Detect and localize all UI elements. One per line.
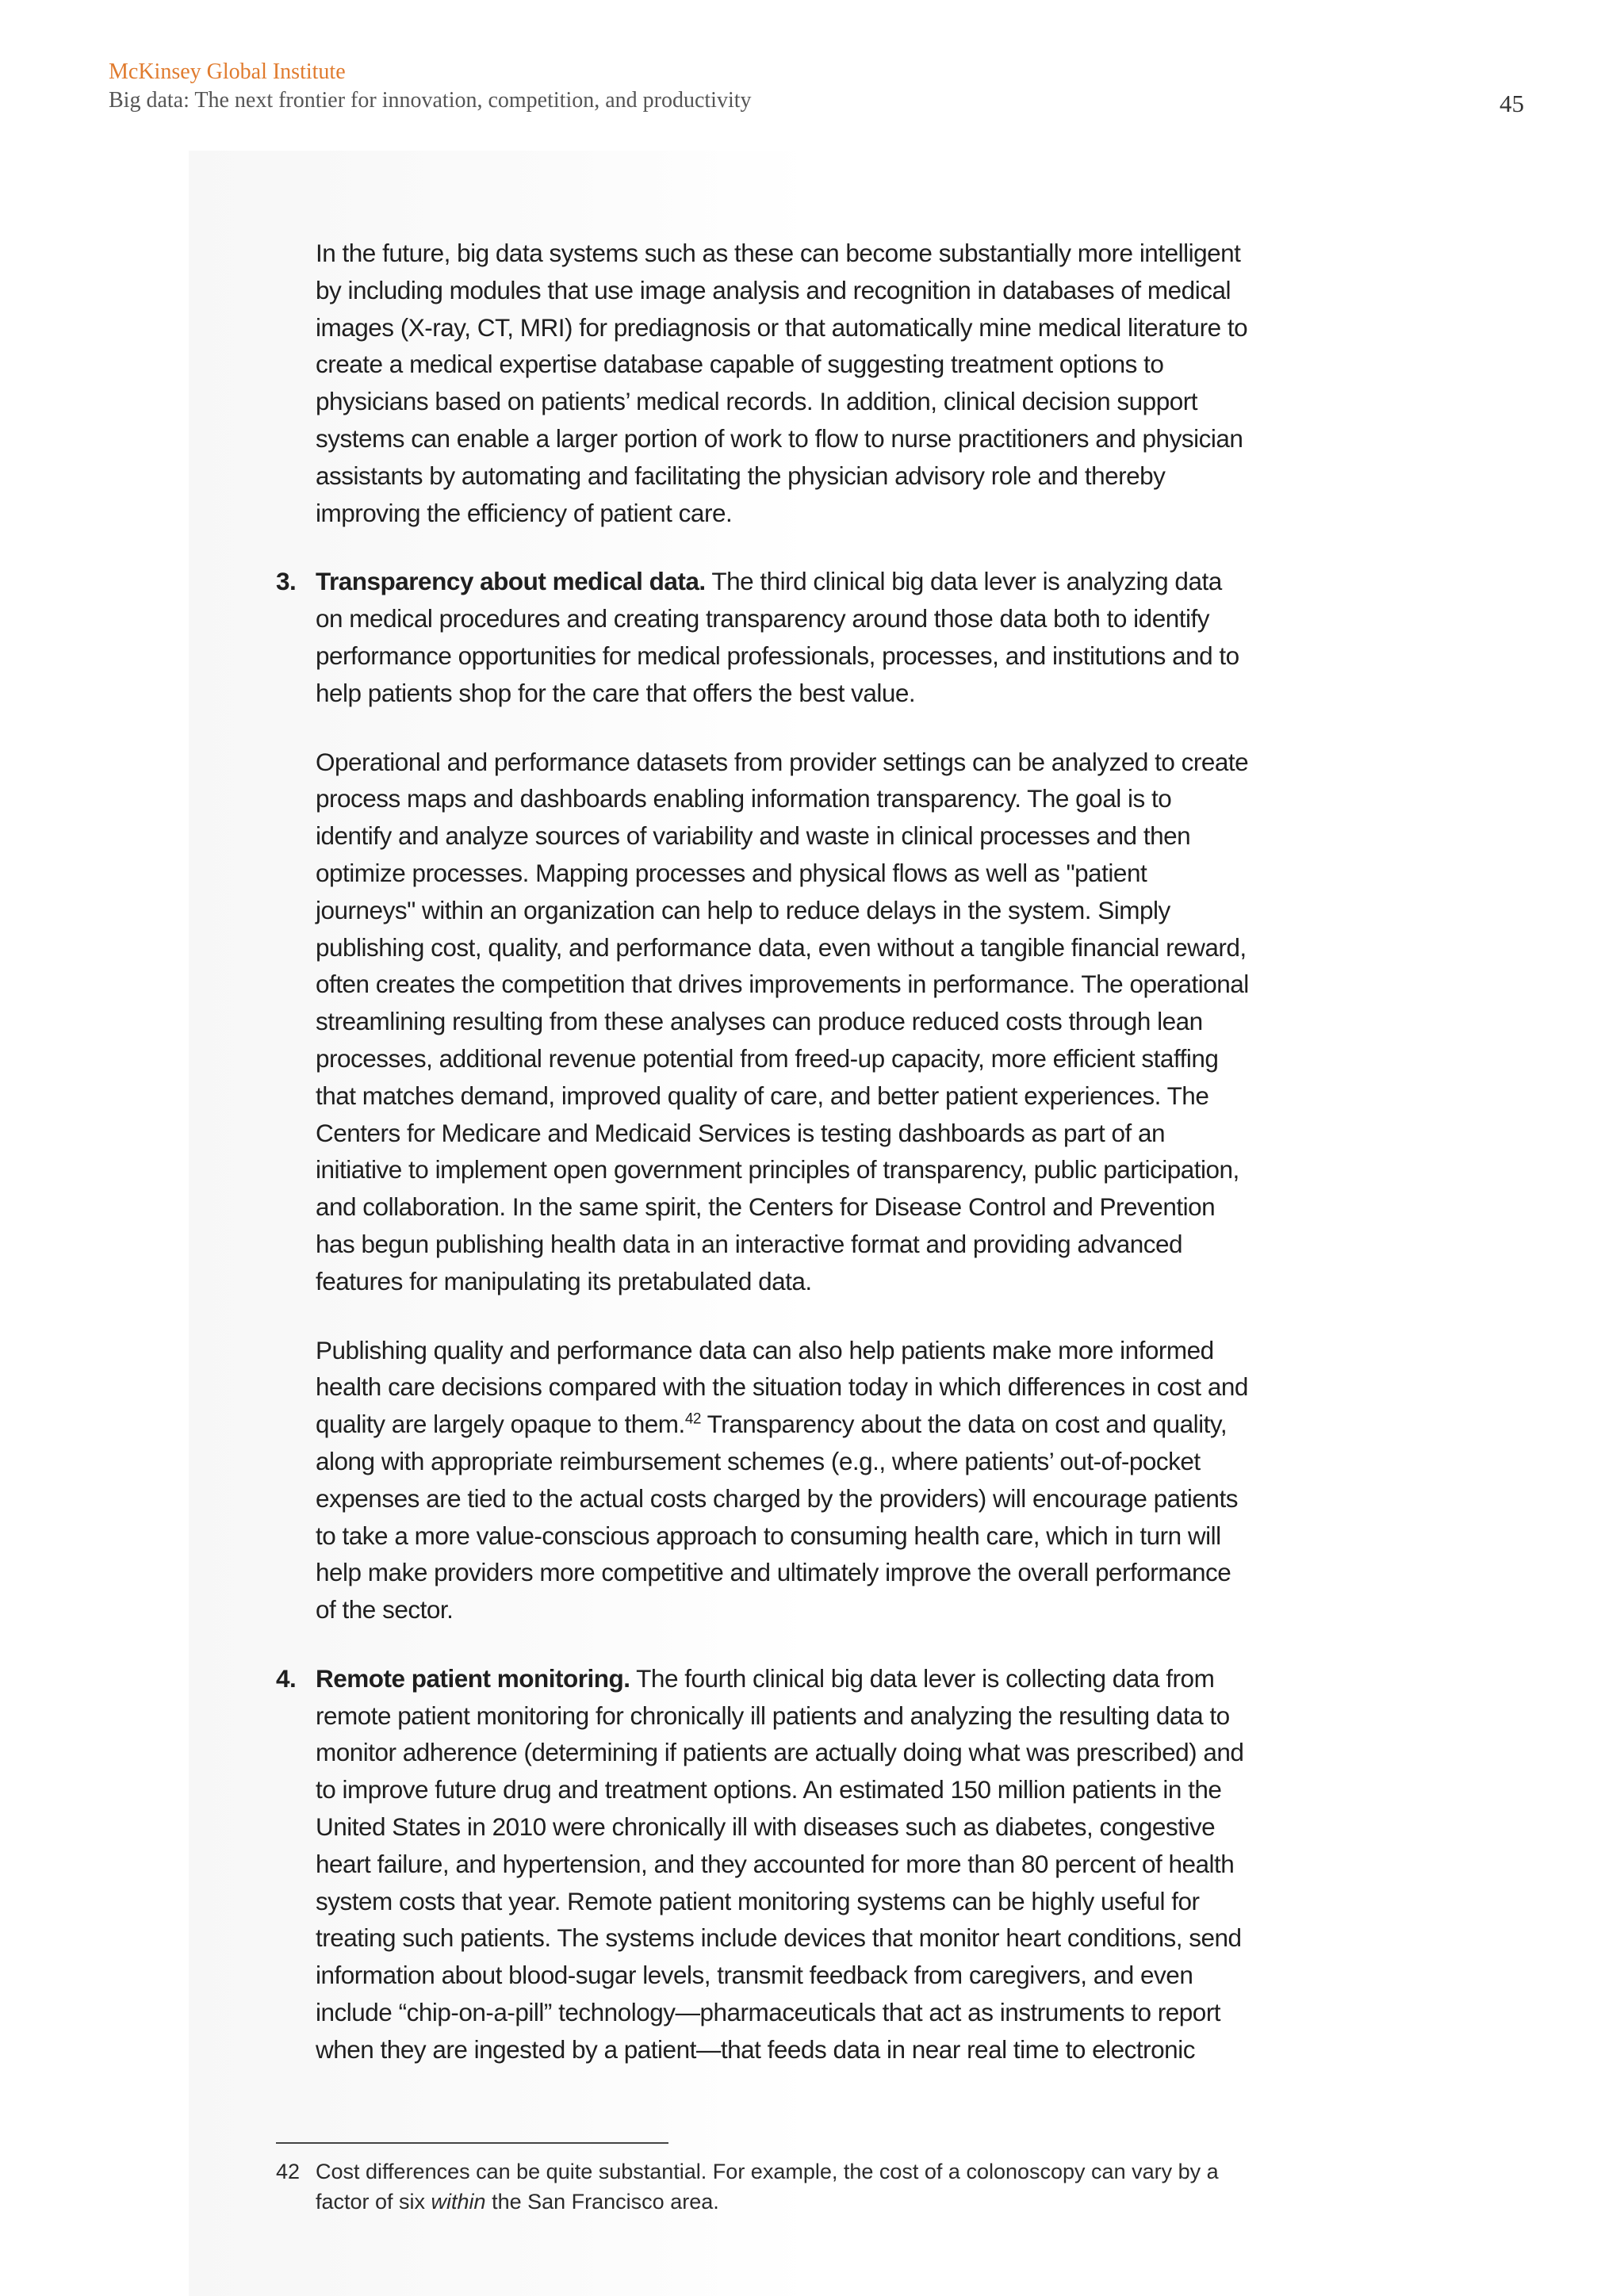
footnote-emphasis: within [431,2190,486,2214]
publisher-name: McKinsey Global Institute [109,59,346,84]
paragraph-text: Transparency about the data on cost and quality, along with appropriate reimbursement schemes (e.g., where patients’ out-of-pocket expenses are tied to the actual costs charged by the providers) will encourage patients to take a more value-conscious approach to consuming health care, which in turn will help make providers more competitive and ultimately improve the overall performance of the sector. [316,1410,1238,1624]
paragraph-text: Publishing quality and performance data can also help patients make more informed health care decisions compared with the situation today in which differences in cost and quality are largely opaque to them. [316,1335,1248,1439]
footnote-text-part: the San Francisco area. [485,2190,719,2214]
paragraph-operational-datasets: Operational and performance datasets from provider settings can be analyzed to create process maps and dashboards enabling information transparency. The goal is to identify and analyze sources of variability and waste in clinical processes and then optimize processes. Mapping processes and physical flows as well as "patient journeys" within an organization can help to reduce delays in the system. Simply publishing cost, quality, and performance data, even without a tangible financial reward, often creates the competition that drives improvements in performance. The operational streamlining resulting from these analyses can produce reduced costs through lean processes, additional revenue potential from freed-up capacity, more efficient staffing that matches demand, improved quality of care, and better patient experiences. The Centers for Medicare and Medicaid Services is testing dashboards as part of an initiative to implement open government principles of transparency, public participation, and collaboration. In the same spirit, the Centers for Disease Control and Prevention has begun publishing health data in an interactive format and providing advanced features for manipulating its pretabulated data. [316,747,1249,1295]
footnote-text [316,2156,1267,2217]
paragraph-publishing-quality [316,1332,1251,1628]
footnote-number: 42 [276,2160,301,2183]
list-item-number: 3. [276,567,297,596]
list-item-title: Remote patient monitoring. [316,1663,630,1693]
list-item-remote-monitoring [276,1660,1251,2068]
footnote [276,2156,1267,2217]
report-title: Big data: The next frontier for innovation, competition, and productivity [109,88,752,113]
footnote-text-part: Cost differences can be quite substantial. For example, the cost of a colonoscopy can vary by a factor of six [316,2160,1219,2214]
list-item-number: 4. [276,1663,297,1693]
footnote-divider [276,2142,668,2144]
paragraph-future-systems: In the future, big data systems such as these can become substantially more intelligent by including modules that use image analysis and recognition in databases of medical images (X-ray, CT, MRI) for prediagnosis or that automatically mine medical literature to create a medical expertise database capable of suggesting treatment options to physicians based on patients’ medical records. In addition, clinical decision support systems can enable a larger portion of work to flow to nurse practitioners and physician assistants by automating and facilitating the physician advisory role and thereby improving the efficiency of patient care. [316,239,1248,527]
footnote-reference[interactable]: 42 [684,1410,701,1428]
page-number: 45 [1500,90,1524,117]
list-item-title: Transparency about medical data. [316,567,706,596]
list-item-transparency [276,563,1251,711]
list-item-text: The third clinical big data lever is analyzing data on medical procedures and creating transparency around those data both to identify performance opportunities for medical professionals, processes, and institutions and to help patients shop for the care that offers the best value. [316,567,1239,707]
main-content [276,235,1251,2100]
list-item-text: The fourth clinical big data lever is collecting data from remote patient monitoring for chronically ill patients and analyzing the resulting data to monitor adherence (determining if patients are actually doing what was prescribed) and to improve future drug and treatment options. An estimated 150 million patients in the United States in 2010 were chronically ill with diseases such as diabetes, congestive heart failure, and hypertension, and they accounted for more than 80 percent of health system costs that year. Remote patient monitoring systems can be highly useful for treating such patients. The systems include devices that monitor heart conditions, send information about blood-sugar levels, transmit feedback from caregivers, and even include “chip-on-a-pill” technology—pharmaceuticals that act as instruments to report when they are ingested by a patient—that feeds data in near real time to electronic [316,1663,1244,2064]
